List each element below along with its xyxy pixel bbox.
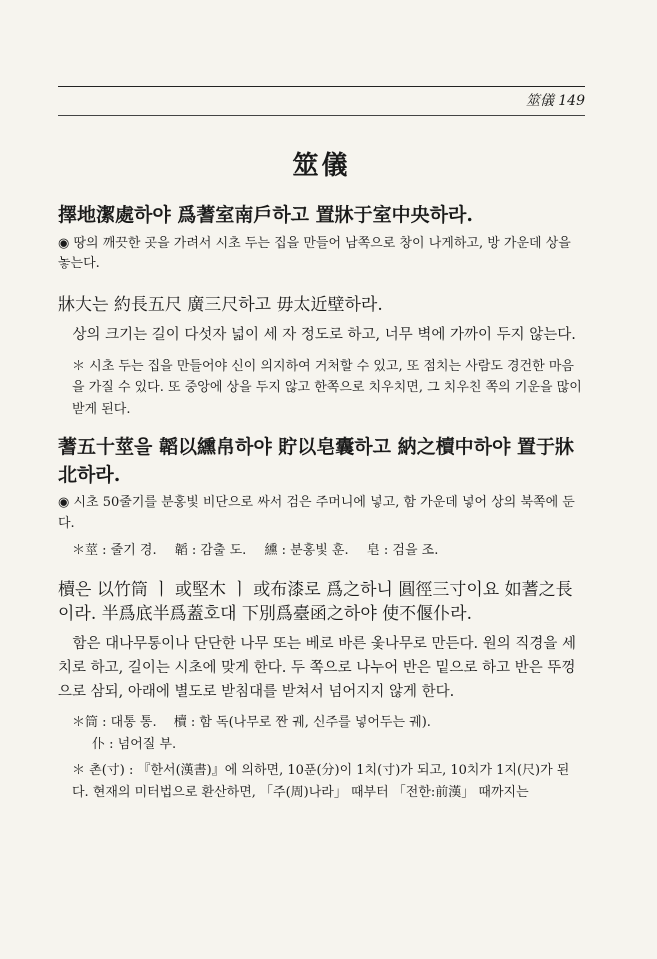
page-title: 筮儀: [292, 151, 351, 181]
header-rule-lower: [58, 115, 585, 116]
translation-3: ◉ 시초 50줄기를 분홍빛 비단으로 싸서 검은 주머니에 넣고, 함 가운데 넣어 상의 북쪽에 둔다.: [58, 495, 575, 531]
note-2: ＊ 시초 두는 집을 만들어야 신이 의지하여 거처할 수 있고, 또 점치는 사람도 경건한 마음을 가질 수 있다. 또 중앙에 상을 두지 않고 한쪽으로 치우치면, 그 치우친 쪽의 기운을 많이 받게 된다.: [72, 358, 582, 417]
running-head: 筮儀 149: [525, 93, 585, 109]
note-4: ＊ 촌(寸) : 『한서(漢書)』에 의하면, 10푼(分)이 1치(寸)가 되고, 10치가 1지(尺)가 된다. 현재의 미터법으로 환산하면, 「주(周)나라」 때부터 「전한:前漢」 때까지는: [72, 763, 570, 800]
commentary-2: 상의 크기는 길이 다섯자 넓이 세 자 정도로 하고, 너무 벽에 가까이 두지 않는다.: [72, 326, 576, 343]
gloss-item: 皂 : 검을 조.: [366, 542, 439, 558]
gloss-4b: 仆 : 넘어질 부.: [92, 737, 177, 753]
classical-text-3: 蓍五十莖을 韜以纁帛하야 貯以皂囊하고 納之櫝中하야 置于牀北하라.: [58, 436, 574, 486]
gloss-item: ＊莖 : 줄기 경.: [72, 542, 157, 558]
header-rule: [58, 86, 585, 87]
classical-text-4: 櫝은 以竹筒 ㅣ 或堅木 ㅣ 或布漆로 爲之하니 圓徑三寸이요 如蓍之長이라. 半爲底半爲蓋호대 下別爲臺函之하야 使不偃仆라.: [58, 579, 573, 625]
commentary-4: 함은 대나무통이나 단단한 나무 또는 베로 바른 옻나무로 만든다. 원의 직경을 세치로 하고, 길이는 시초에 맞게 한다. 두 쪽으로 나누어 반은 밑으로 하고 반은 뚜껑으로 삼되, 아래에 별도로 받침대를 받쳐서 넘어지지 않게 한다.: [58, 635, 577, 700]
page-content: [58, 145, 585, 811]
classical-text-2: 牀大는 約長五尺 廣三尺하고 毋太近壁하라.: [58, 295, 383, 316]
gloss-4a: ＊筒 : 대통 통. 櫝 : 함 독(나무로 짠 궤, 신주를 넣어두는 궤).: [72, 714, 431, 730]
translation-1: ◉ 땅의 깨끗한 곳을 가려서 시초 두는 집을 만들어 남쪽으로 창이 나게하고, 방 가운데 상을 놓는다.: [58, 235, 571, 272]
gloss-3: [72, 541, 585, 562]
classical-text-1: 擇地潔處하야 爲蓍室南戶하고 置牀于室中央하라.: [58, 204, 473, 226]
gloss-item: 纁 : 분홍빛 훈.: [264, 542, 349, 558]
gloss-item: 韜 : 감출 도.: [174, 542, 247, 558]
